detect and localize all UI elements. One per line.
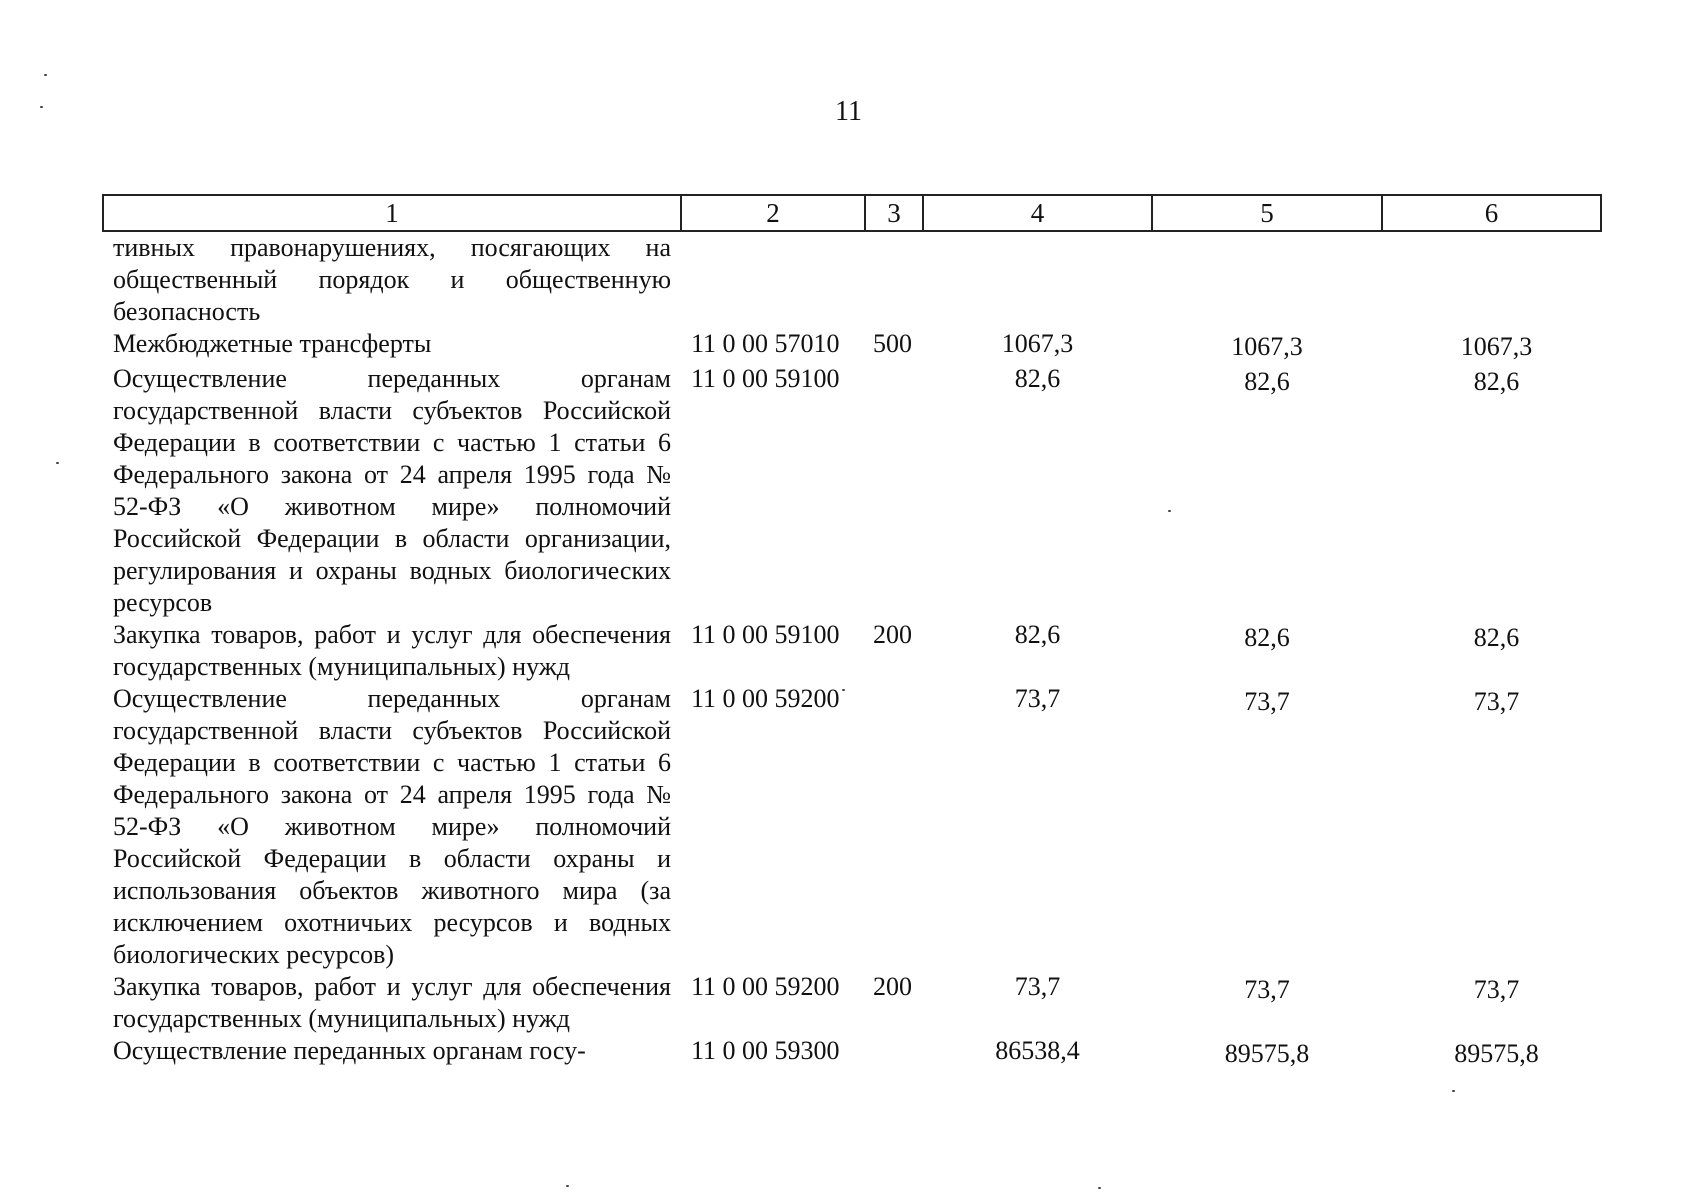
scan-speck (40, 106, 43, 108)
row-value-6: 73,7 (1473, 975, 1520, 1004)
row-expense-type (865, 363, 923, 619)
row-value-4: 73,7 (1014, 972, 1061, 1001)
column-header-6: 6 (1382, 195, 1601, 231)
row-value-5: 82,6 (1244, 367, 1290, 396)
budget-table (102, 194, 1602, 1070)
table-row (103, 619, 1601, 683)
table-row (103, 328, 1601, 363)
row-value-6: 82,6 (1473, 367, 1520, 396)
row-code: 11 0 00 59100 (691, 364, 840, 393)
row-expense-type (865, 231, 923, 328)
row-expense-type: 500 (873, 329, 912, 358)
row-value-6 (1382, 231, 1601, 328)
row-name: Осуществление переданных органам государственной власти субъектов Российской Федерации в соответствии с частью 1 статьи 6 Федерального закона от 24 апреля 1995 года № 52-ФЗ «О животном мире» полномочий Российской Федерации в области охраны и использования объектов животного мира (за исключением охотничьих ресурсов и водных биологических ресурсов) (113, 684, 671, 969)
row-value-4: 86538,4 (995, 1036, 1080, 1065)
column-header-5: 5 (1152, 195, 1382, 231)
row-value-6: 89575,8 (1454, 1039, 1539, 1068)
header-row (103, 195, 1601, 231)
table-row (103, 231, 1601, 328)
row-value-5: 82,6 (1244, 623, 1290, 652)
row-value-5: 73,7 (1244, 687, 1290, 716)
table-row (103, 683, 1601, 971)
row-value-4: 82,6 (1014, 364, 1061, 393)
row-name: Межбюджетные трансферты (113, 329, 432, 358)
scan-speck (44, 74, 47, 76)
row-name: Закупка товаров, работ и услуг для обеспечения государственных (муниципальных) нужд (113, 972, 671, 1033)
row-value-4 (923, 231, 1152, 328)
row-name: Осуществление переданных органам госу- (113, 1036, 586, 1065)
scan-speck (56, 462, 59, 464)
scan-speck (566, 1185, 569, 1187)
row-code: 11 0 00 59300 (691, 1036, 840, 1065)
row-value-4: 1067,3 (1001, 329, 1074, 358)
row-code: 11 0 00 59200 (691, 684, 840, 713)
row-code (681, 231, 865, 328)
row-value-5: 73,7 (1244, 975, 1290, 1004)
page-number: 11 (835, 96, 862, 127)
row-name: Осуществление переданных органам государственной власти субъектов Российской Федерации в соответствии с частью 1 статьи 6 Федерального закона от 24 апреля 1995 года № 52-ФЗ «О животном мире» полномочий Российской Федерации в области организации, регулирования и охраны водных биологических ресурсов (113, 364, 671, 617)
row-value-6: 1067,3 (1460, 332, 1533, 361)
table-row (103, 1035, 1601, 1070)
row-expense-type (865, 1035, 923, 1070)
table-header (103, 195, 1601, 231)
row-value-6: 82,6 (1473, 623, 1520, 652)
row-value-5: 1067,3 (1231, 332, 1303, 361)
row-value-5: 89575,8 (1224, 1039, 1310, 1068)
scan-speck (1452, 1090, 1455, 1092)
row-code: 11 0 00 59100 (691, 620, 840, 649)
row-expense-type: 200 (873, 620, 912, 649)
row-value-6: 73,7 (1473, 687, 1520, 716)
table-body (103, 231, 1601, 1070)
row-name: Закупка товаров, работ и услуг для обеспечения государственных (муниципальных) нужд (113, 620, 671, 681)
row-code: 11 0 00 57010 (691, 329, 840, 358)
column-header-4: 4 (923, 195, 1152, 231)
scan-speck (1098, 1187, 1101, 1189)
row-code: 11 0 00 59200 (691, 972, 840, 1001)
row-value-4: 82,6 (1014, 620, 1061, 649)
row-name: тивных правонарушениях, посягающих на общественный порядок и общественную безопасность (113, 233, 671, 326)
column-header-1: 1 (103, 195, 681, 231)
table-row (103, 363, 1601, 619)
row-expense-type (865, 683, 923, 971)
row-value-4: 73,7 (1014, 684, 1061, 713)
row-expense-type: 200 (873, 972, 912, 1001)
table-row (103, 971, 1601, 1035)
column-header-2: 2 (681, 195, 865, 231)
column-header-3: 3 (865, 195, 923, 231)
row-value-5 (1152, 231, 1382, 328)
